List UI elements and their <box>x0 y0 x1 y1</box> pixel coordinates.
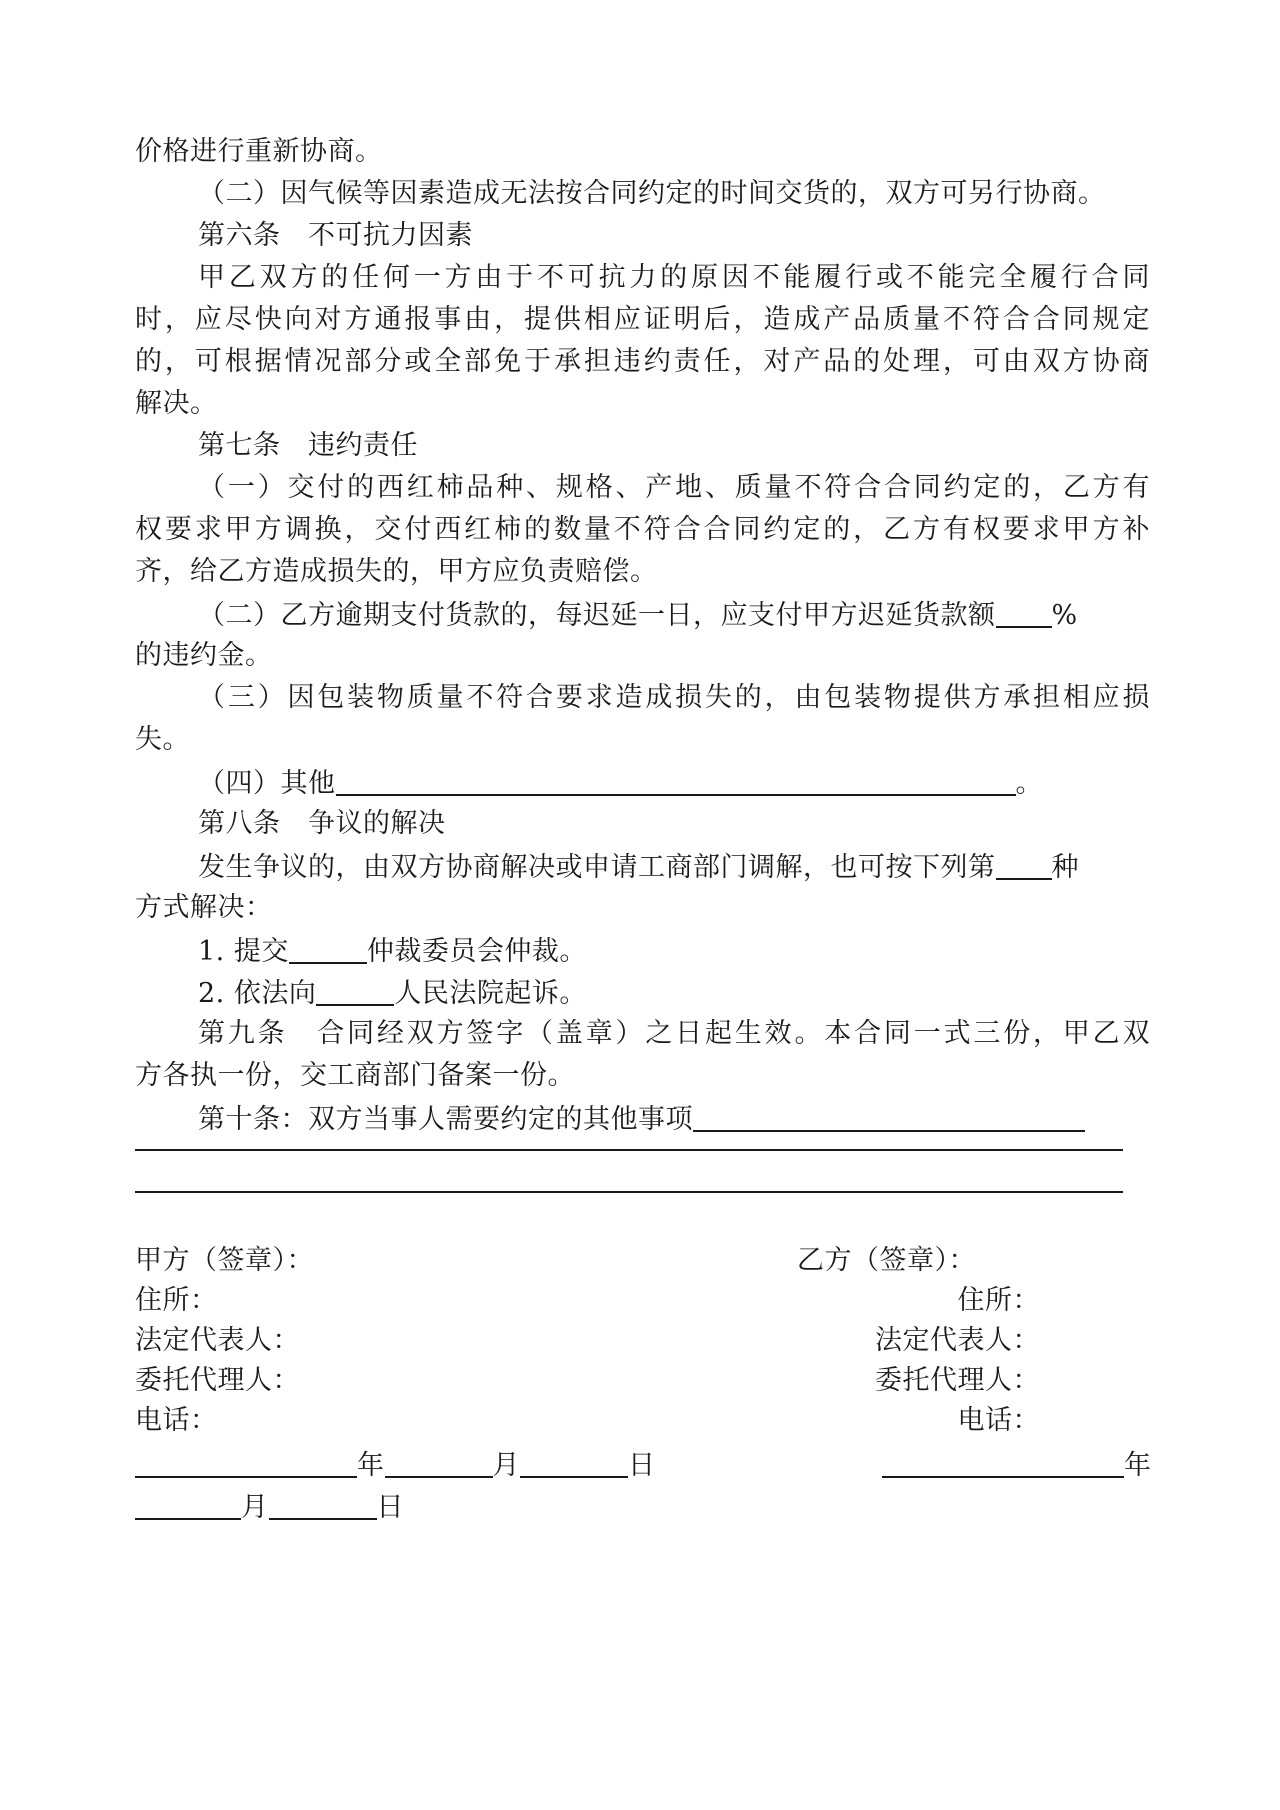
party-b-day-blank[interactable] <box>269 1488 377 1520</box>
arbitration-committee-blank[interactable] <box>289 932 367 964</box>
text-line: （二）因气候等因素造成无法按合同约定的时间交货的，双方可另行协商。 <box>198 178 1106 209</box>
text-line: 的，可根据情况部分或全部免于承担违约责任，对产品的处理，可由双方协商 <box>135 346 1150 377</box>
party-b-address-label: 住所： <box>957 1285 1040 1316</box>
party-b-agent-label: 委托代理人： <box>875 1365 1040 1396</box>
party-b-phone-label: 电话： <box>957 1405 1040 1436</box>
court-blank[interactable] <box>316 974 394 1006</box>
text-line: 的违约金。 <box>135 640 273 671</box>
party-a-date-line <box>135 1446 656 1484</box>
party-b-legal-rep-label: 法定代表人： <box>875 1325 1040 1356</box>
article-8-heading: 第八条 争议的解决 <box>198 808 446 839</box>
text-fragment: （四）其他 <box>198 768 336 799</box>
text-line: 甲乙双方的任何一方由于不可抗力的原因不能履行或不能完全履行合同 <box>198 262 1150 293</box>
text-fragment: 1. 提交 <box>198 936 289 967</box>
party-a-day-blank[interactable] <box>520 1446 628 1478</box>
text-fragment: 第十条：双方当事人需要约定的其他事项 <box>198 1104 693 1135</box>
text-line <box>198 764 1213 802</box>
text-line <box>198 932 1213 970</box>
day-label: 日 <box>376 1492 404 1523</box>
party-a-phone-label: 电话： <box>135 1405 218 1436</box>
blank-rule[interactable] <box>135 1149 1123 1151</box>
party-a-month-blank[interactable] <box>385 1446 493 1478</box>
article-6-heading: 第六条 不可抗力因素 <box>198 220 473 251</box>
day-label: 日 <box>628 1450 656 1481</box>
penalty-rate-blank[interactable] <box>996 596 1052 628</box>
year-label: 年 <box>357 1450 385 1481</box>
other-matters-blank[interactable] <box>693 1100 1085 1132</box>
text-fragment: 。 <box>1015 768 1043 799</box>
party-b-date-line-cont <box>135 1488 404 1526</box>
text-line <box>198 974 1213 1012</box>
party-a-year-blank[interactable] <box>135 1446 357 1478</box>
party-b-month-blank[interactable] <box>135 1488 241 1520</box>
party-b-year-blank[interactable] <box>882 1446 1124 1478</box>
text-line: 齐，给乙方造成损失的，甲方应负责赔偿。 <box>135 556 658 587</box>
article-10-text <box>198 1100 1213 1138</box>
text-line: 时，应尽快向对方通报事由，提供相应证明后，造成产品质量不符合合同规定 <box>135 304 1150 335</box>
text-line: （一）交付的西红柿品种、规格、产地、质量不符合合同约定的，乙方有 <box>198 472 1150 503</box>
blank-rule[interactable] <box>135 1191 1123 1193</box>
text-line: 方各执一份，交工商部门备案一份。 <box>135 1060 575 1091</box>
text-fragment: 人民法院起诉。 <box>394 978 587 1009</box>
party-b-date-line <box>882 1446 1152 1484</box>
text-fragment: 种 <box>1051 852 1079 883</box>
party-a-address-label: 住所： <box>135 1285 218 1316</box>
text-line: 方式解决： <box>135 892 273 923</box>
text-fragment: 发生争议的，由双方协商解决或申请工商部门调解，也可按下列第 <box>198 852 996 883</box>
text-line: （三）因包装物质量不符合要求造成损失的，由包装物提供方承担相应损 <box>198 682 1150 713</box>
text-line <box>198 848 1158 886</box>
text-line <box>198 596 1168 634</box>
text-fragment: % <box>1051 600 1078 631</box>
text-fragment: 仲裁委员会仲裁。 <box>366 936 587 967</box>
text-line: 解决。 <box>135 388 218 419</box>
party-a-agent-label: 委托代理人： <box>135 1365 300 1396</box>
year-label: 年 <box>1124 1450 1152 1481</box>
month-label: 月 <box>241 1492 269 1523</box>
article-9-text: 第九条 合同经双方签字（盖章）之日起生效。本合同一式三份，甲乙双 <box>198 1018 1150 1049</box>
text-fragment: （二）乙方逾期支付货款的，每迟延一日，应支付甲方迟延货款额 <box>198 600 996 631</box>
other-terms-blank[interactable] <box>336 764 1016 796</box>
party-b-title: 乙方（签章）： <box>797 1245 976 1276</box>
month-label: 月 <box>492 1450 520 1481</box>
party-a-legal-rep-label: 法定代表人： <box>135 1325 300 1356</box>
text-line: 失。 <box>135 724 190 755</box>
dispute-option-blank[interactable] <box>996 848 1052 880</box>
text-fragment: 2. 依法向 <box>198 978 317 1009</box>
text-line: 价格进行重新协商。 <box>135 136 383 167</box>
text-line: 权要求甲方调换，交付西红柿的数量不符合合同约定的，乙方有权要求甲方补 <box>135 514 1150 545</box>
party-a-title: 甲方（签章）： <box>135 1245 314 1276</box>
article-7-heading: 第七条 违约责任 <box>198 430 418 461</box>
